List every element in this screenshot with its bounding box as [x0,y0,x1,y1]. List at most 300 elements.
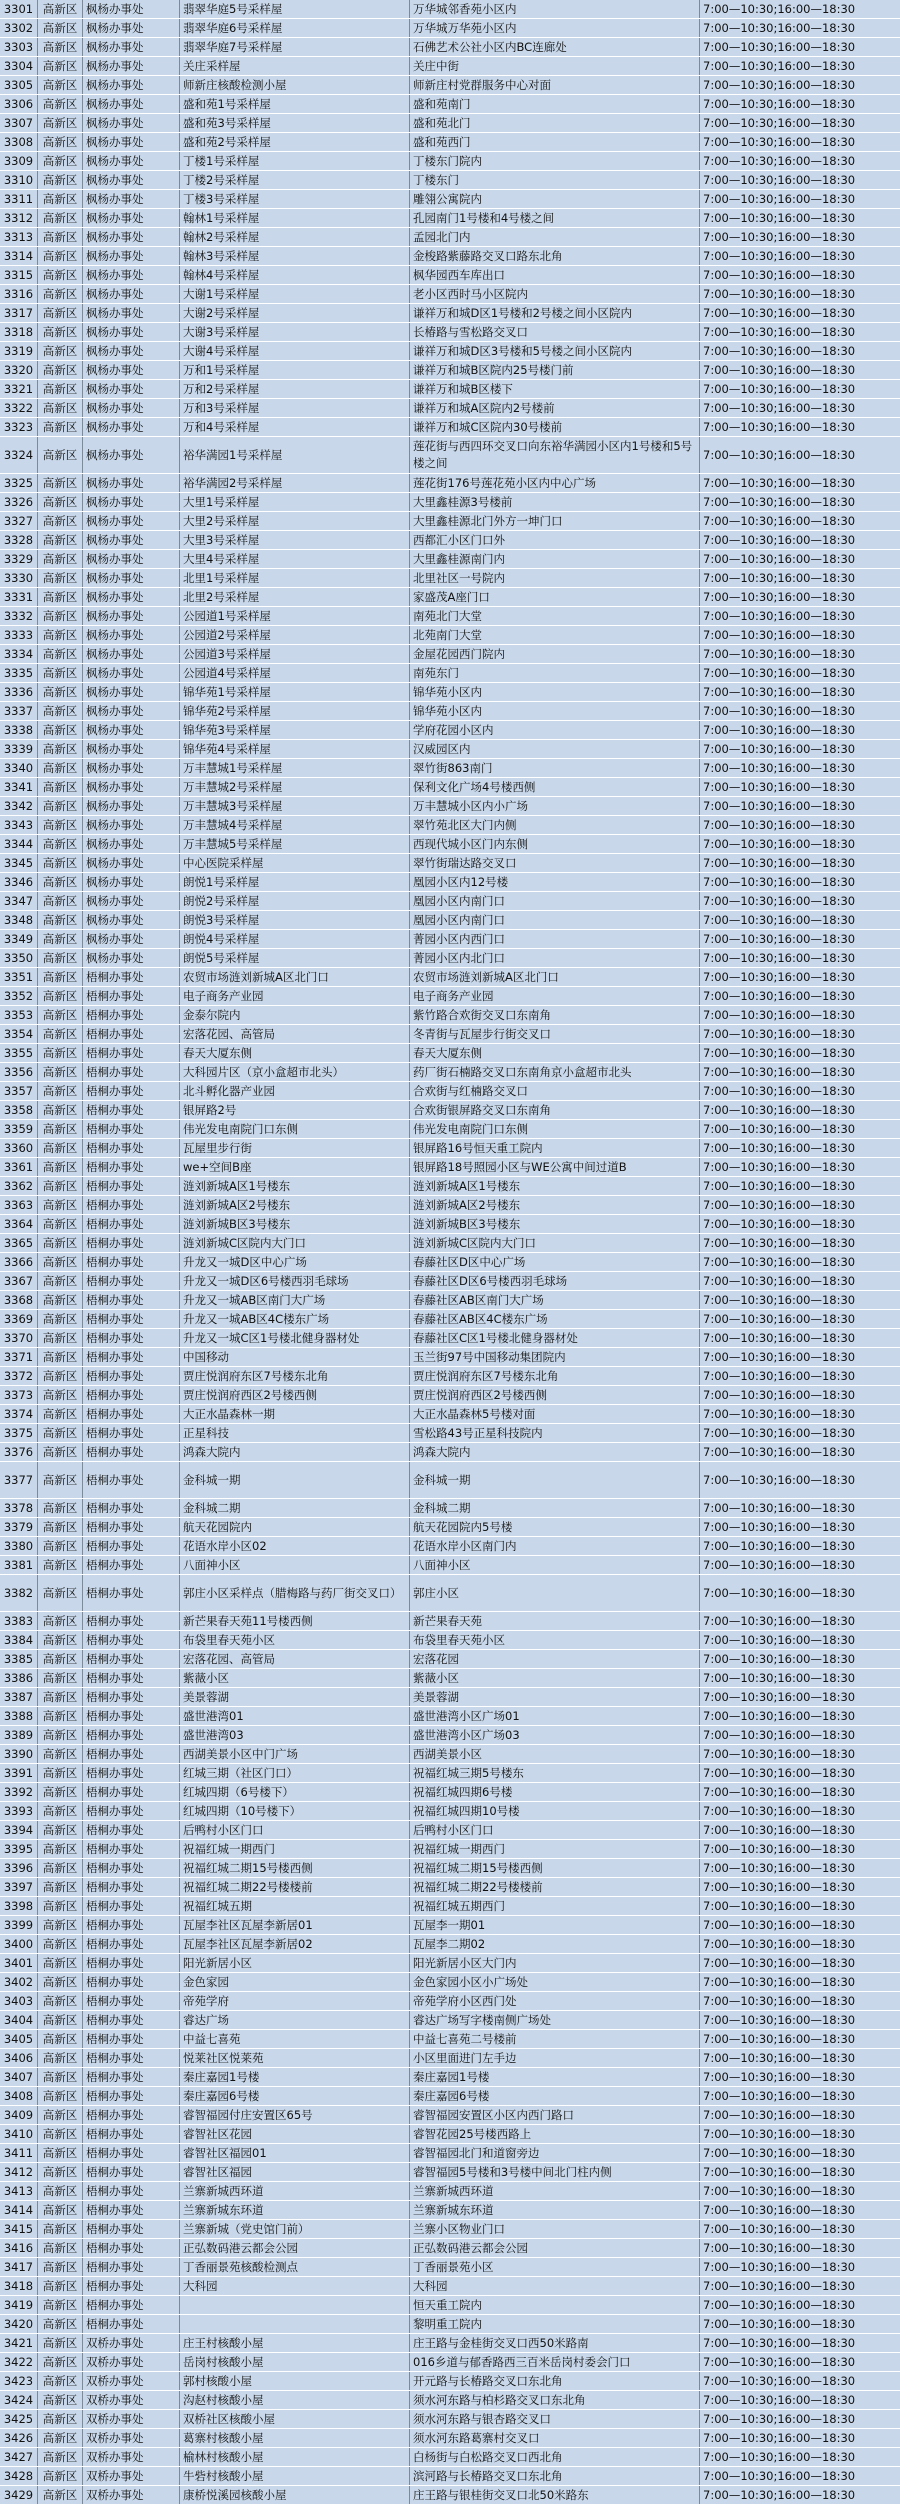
table-row [0,2068,900,2087]
address-cell: 谦祥万和城A区院内2号楼前 [410,399,700,417]
sampling-point-cell: 正星科技 [180,1424,410,1442]
sampling-time-cell: 7:00—10:30;16:00—18:30 [703,875,856,889]
table-row [0,1897,900,1916]
office-cell: 梧桐办事处 [83,1443,180,1461]
address-cell: 盛世港湾小区广场03 [410,1726,700,1744]
sampling-time-cell: 7:00—10:30;16:00—18:30 [703,1785,856,1799]
sampling-time-cell: 7:00—10:30;16:00—18:30 [703,2241,856,2255]
sampling-time-cell: 7:00—10:30;16:00—18:30 [703,59,856,73]
sampling-time-cell: 7:00—10:30;16:00—18:30 [703,2393,856,2407]
sampling-point-cell: 翰林2号采样屋 [180,228,410,246]
table-row [0,759,900,778]
sampling-point-cell: 花语水岸小区02 [180,1537,410,1555]
table-row [0,2315,900,2334]
row-number: 3365 [0,1234,38,1252]
office-cell: 双桥办事处 [83,2353,180,2371]
district-cell: 高新区 [38,1329,83,1347]
row-number: 3416 [0,2239,38,2257]
sampling-point-cell: 瓦屋李社区瓦屋李新居01 [180,1916,410,1934]
table-row [0,2486,900,2505]
row-number: 3335 [0,664,38,682]
address-cell: 万华城邻香苑小区内 [410,0,700,18]
table-row [0,247,900,266]
address-cell: 西现代城小区门内东侧 [410,835,700,853]
office-cell: 双桥办事处 [83,2372,180,2390]
sampling-point-cell: 大谢3号采样屋 [180,323,410,341]
district-cell: 高新区 [38,1499,83,1517]
sampling-time-cell: 7:00—10:30;16:00—18:30 [703,1141,856,1155]
address-cell: 雪松路43号正星科技院内 [410,1424,700,1442]
row-number: 3429 [0,2486,38,2504]
address-cell: 贾庄悦润府东区7号楼东北角 [410,1367,700,1385]
office-cell: 梧桐办事处 [83,2315,180,2333]
address-cell: 丁香丽景苑小区 [410,2258,700,2276]
row-number: 3361 [0,1158,38,1176]
table-row [0,1556,900,1575]
office-cell: 枫杨办事处 [83,873,180,891]
sampling-time-cell: 7:00—10:30;16:00—18:30 [703,192,856,206]
district-cell: 高新区 [38,399,83,417]
sampling-time-cell: 7:00—10:30;16:00—18:30 [703,1407,856,1421]
address-cell: 涟刘新城A区2号楼东 [410,1196,700,1214]
sampling-point-cell: 朗悦2号采样屋 [180,892,410,910]
sampling-time-cell: 7:00—10:30;16:00—18:30 [703,1975,856,1989]
office-cell: 梧桐办事处 [83,1631,180,1649]
office-cell: 双桥办事处 [83,2391,180,2409]
district-cell: 高新区 [38,892,83,910]
sampling-point-cell: 大科园片区（京小盒超市北头） [180,1063,410,1081]
row-number: 3354 [0,1025,38,1043]
address-cell: 长椿路与雪松路交叉口 [410,323,700,341]
sampling-point-cell: 公园道2号采样屋 [180,626,410,644]
district-cell: 高新区 [38,797,83,815]
table-row [0,2334,900,2353]
table-row [0,2182,900,2201]
table-row [0,1783,900,1802]
district-cell: 高新区 [38,1348,83,1366]
office-cell: 梧桐办事处 [83,1310,180,1328]
row-number: 3422 [0,2353,38,2371]
sampling-point-cell: 锦华苑4号采样屋 [180,740,410,758]
address-cell: 谦祥万和城B区楼下 [410,380,700,398]
sampling-point-cell: 瓦屋李社区瓦屋李新居02 [180,1935,410,1953]
sampling-time-cell: 7:00—10:30;16:00—18:30 [703,306,856,320]
office-cell: 枫杨办事处 [83,759,180,777]
table-row [0,854,900,873]
office-cell: 枫杨办事处 [83,266,180,284]
address-cell: 电子商务产业园 [410,987,700,1005]
sampling-point-cell: 朗悦3号采样屋 [180,911,410,929]
district-cell: 高新区 [38,740,83,758]
table-row [0,588,900,607]
sampling-time-cell: 7:00—10:30;16:00—18:30 [703,951,856,965]
table-row [0,2391,900,2410]
table-row [0,437,900,474]
row-number: 3349 [0,930,38,948]
district-cell: 高新区 [38,1367,83,1385]
address-cell: 正弘数码港云都会公园 [410,2239,700,2257]
sampling-time-cell: 7:00—10:30;16:00—18:30 [703,1274,856,1288]
sampling-time-cell: 7:00—10:30;16:00—18:30 [703,1842,856,1856]
row-number: 3347 [0,892,38,910]
address-cell: 合欢街与红楠路交叉口 [410,1082,700,1100]
office-cell: 梧桐办事处 [83,1556,180,1574]
district-cell: 高新区 [38,1082,83,1100]
office-cell: 梧桐办事处 [83,2106,180,2124]
sampling-time-cell: 7:00—10:30;16:00—18:30 [703,1671,856,1685]
sampling-point-cell: 升龙又一城AB区南门大广场 [180,1291,410,1309]
address-cell: 盛和苑南门 [410,95,700,113]
address-cell: 白杨街与白松路交叉口西北角 [410,2448,700,2466]
row-number: 3372 [0,1367,38,1385]
sampling-point-cell: 牛砦村核酸小屋 [180,2467,410,2485]
district-cell: 高新区 [38,1518,83,1536]
sampling-time-cell: 7:00—10:30;16:00—18:30 [703,647,856,661]
table-row [0,645,900,664]
sampling-point-cell: 悦莱社区悦莱苑 [180,2049,410,2067]
table-row [0,228,900,247]
district-cell: 高新区 [38,171,83,189]
table-row [0,1386,900,1405]
office-cell: 梧桐办事处 [83,1859,180,1877]
table-row [0,1575,900,1612]
sampling-point-cell: 盛和苑2号采样屋 [180,133,410,151]
row-number: 3334 [0,645,38,663]
district-cell: 高新区 [38,588,83,606]
office-cell: 梧桐办事处 [83,1405,180,1423]
sampling-time-cell: 7:00—10:30;16:00—18:30 [703,1728,856,1742]
district-cell: 高新区 [38,1386,83,1404]
district-cell: 高新区 [38,1859,83,1877]
sampling-point-cell: 祝福红城二期22号楼楼前 [180,1878,410,1896]
row-number: 3426 [0,2429,38,2447]
sampling-point-cell: 盛世港湾01 [180,1707,410,1725]
table-row [0,816,900,835]
district-cell: 高新区 [38,626,83,644]
district-cell: 高新区 [38,550,83,568]
table-row [0,361,900,380]
sampling-point-cell: 裕华满园2号采样屋 [180,474,410,492]
row-number: 3312 [0,209,38,227]
sampling-point-cell: 锦华苑2号采样屋 [180,702,410,720]
office-cell: 枫杨办事处 [83,645,180,663]
address-cell: 秦庄嘉园6号楼 [410,2087,700,2105]
sampling-point-cell: 兰寨新城东环道 [180,2201,410,2219]
sampling-point-cell: 兰寨新城（党史馆门前） [180,2220,410,2238]
address-cell: 滨河路与长椿路交叉口东北角 [410,2467,700,2485]
office-cell: 枫杨办事处 [83,949,180,967]
row-number: 3327 [0,512,38,530]
sampling-time-cell: 7:00—10:30;16:00—18:30 [703,837,856,851]
sampling-point-cell: 沟赵村核酸小屋 [180,2391,410,2409]
district-cell: 高新区 [38,304,83,322]
sampling-time-cell: 7:00—10:30;16:00—18:30 [703,1823,856,1837]
office-cell: 梧桐办事处 [83,1575,180,1611]
sampling-time-cell: 7:00—10:30;16:00—18:30 [703,1804,856,1818]
table-row [0,2220,900,2239]
sampling-time-cell: 7:00—10:30;16:00—18:30 [703,1369,856,1383]
address-cell: 大里鑫桂源北门外方一坤门口 [410,512,700,530]
row-number: 3356 [0,1063,38,1081]
table-row [0,19,900,38]
sampling-time-cell: 7:00—10:30;16:00—18:30 [703,1122,856,1136]
address-cell: 菁园小区内西门口 [410,930,700,948]
sampling-point-cell: 盛和苑3号采样屋 [180,114,410,132]
row-number: 3351 [0,968,38,986]
row-number: 3423 [0,2372,38,2390]
table-row [0,1215,900,1234]
address-cell: 秦庄嘉园1号楼 [410,2068,700,2086]
sampling-point-cell: 丁楼3号采样屋 [180,190,410,208]
office-cell: 梧桐办事处 [83,1935,180,1953]
office-cell: 梧桐办事处 [83,2182,180,2200]
sampling-point-cell: 丁香丽景苑核酸检测点 [180,2258,410,2276]
sampling-time-cell: 7:00—10:30;16:00—18:30 [703,2203,856,2217]
row-number: 3368 [0,1291,38,1309]
district-cell: 高新区 [38,2448,83,2466]
address-cell: 谦祥万和城D区3号楼和5号楼之间小区院内 [410,342,700,360]
sampling-time-cell: 7:00—10:30;16:00—18:30 [703,989,856,1003]
table-row [0,626,900,645]
address-cell: 金屋花园西门院内 [410,645,700,663]
office-cell: 梧桐办事处 [83,1006,180,1024]
sampling-time-cell: 7:00—10:30;16:00—18:30 [703,230,856,244]
district-cell: 高新区 [38,512,83,530]
sampling-point-cell: 翡翠华庭5号采样屋 [180,0,410,18]
sampling-point-cell: 秦庄嘉园1号楼 [180,2068,410,2086]
row-number: 3359 [0,1120,38,1138]
sampling-point-cell: 金泰尔院内 [180,1006,410,1024]
office-cell: 梧桐办事处 [83,1196,180,1214]
office-cell: 双桥办事处 [83,2410,180,2428]
table-row [0,1802,900,1821]
sampling-point-cell: 金色家园 [180,1973,410,1991]
address-cell: 祝福红城二期22号楼楼前 [410,1878,700,1896]
row-number: 3307 [0,114,38,132]
district-cell: 高新区 [38,1840,83,1858]
table-row [0,1669,900,1688]
district-cell: 高新区 [38,2391,83,2409]
district-cell: 高新区 [38,380,83,398]
sampling-time-cell: 7:00—10:30;16:00—18:30 [703,628,856,642]
sampling-point-cell: 涟刘新城B区3号楼东 [180,1215,410,1233]
row-number: 3357 [0,1082,38,1100]
row-number: 3320 [0,361,38,379]
table-row [0,1935,900,1954]
row-number: 3333 [0,626,38,644]
sampling-time-cell: 7:00—10:30;16:00—18:30 [703,2165,856,2179]
sampling-point-cell [180,2315,410,2333]
table-row [0,911,900,930]
office-cell: 枫杨办事处 [83,418,180,436]
sampling-point-cell: 翰林3号采样屋 [180,247,410,265]
address-cell: 瓦屋李二期02 [410,1935,700,1953]
sampling-point-cell: 丁楼1号采样屋 [180,152,410,170]
office-cell: 梧桐办事处 [83,1499,180,1517]
address-cell: 帝苑学府小区西门处 [410,1992,700,2010]
table-row [0,418,900,437]
sampling-point-cell: 睿达广场 [180,2011,410,2029]
district-cell: 高新区 [38,1631,83,1649]
table-row [0,304,900,323]
row-number: 3364 [0,1215,38,1233]
table-row [0,873,900,892]
table-row [0,1992,900,2011]
district-cell: 高新区 [38,759,83,777]
district-cell: 高新区 [38,2068,83,2086]
sampling-point-cell: 大正水晶森林一期 [180,1405,410,1423]
sampling-time-cell: 7:00—10:30;16:00—18:30 [703,1473,856,1487]
office-cell: 枫杨办事处 [83,0,180,18]
sampling-time-cell: 7:00—10:30;16:00—18:30 [703,1426,856,1440]
office-cell: 梧桐办事处 [83,1139,180,1157]
address-cell: 盛和苑西门 [410,133,700,151]
sampling-time-cell: 7:00—10:30;16:00—18:30 [703,571,856,585]
row-number: 3344 [0,835,38,853]
sampling-time-cell: 7:00—10:30;16:00—18:30 [703,2032,856,2046]
sampling-time-cell: 7:00—10:30;16:00—18:30 [703,1008,856,1022]
office-cell: 梧桐办事处 [83,968,180,986]
office-cell: 双桥办事处 [83,2429,180,2447]
district-cell: 高新区 [38,2410,83,2428]
district-cell: 高新区 [38,2106,83,2124]
row-number: 3402 [0,1973,38,1991]
office-cell: 枫杨办事处 [83,57,180,75]
address-cell: 凰园小区内南门口 [410,892,700,910]
row-number: 3387 [0,1688,38,1706]
address-cell: 鸿森大院内 [410,1443,700,1461]
row-number: 3370 [0,1329,38,1347]
sampling-point-cell: 银屏路2号 [180,1101,410,1119]
district-cell: 高新区 [38,114,83,132]
sampling-time-cell: 7:00—10:30;16:00—18:30 [703,97,856,111]
address-cell: 后鸭村小区门口 [410,1821,700,1839]
sampling-time-cell: 7:00—10:30;16:00—18:30 [703,1103,856,1117]
sampling-point-cell: 万和1号采样屋 [180,361,410,379]
address-cell: 保利文化广场4号楼西侧 [410,778,700,796]
sampling-time-cell: 7:00—10:30;16:00—18:30 [703,135,856,149]
address-cell: 春天大厦东侧 [410,1044,700,1062]
district-cell: 高新区 [38,342,83,360]
table-row [0,721,900,740]
sampling-time-cell: 7:00—10:30;16:00—18:30 [703,1160,856,1174]
row-number: 3328 [0,531,38,549]
table-row [0,1101,900,1120]
row-number: 3425 [0,2410,38,2428]
sampling-point-cell: 瓦屋里步行街 [180,1139,410,1157]
office-cell: 枫杨办事处 [83,190,180,208]
table-row [0,1177,900,1196]
office-cell: 枫杨办事处 [83,209,180,227]
district-cell: 高新区 [38,1669,83,1687]
district-cell: 高新区 [38,2353,83,2371]
address-cell: 016乡道与郁香路西三百米岳岗村委会门口 [410,2353,700,2371]
sampling-point-cell: 宏落花园、高管局 [180,1650,410,1668]
table-row [0,2163,900,2182]
sampling-time-cell: 7:00—10:30;16:00—18:30 [703,818,856,832]
table-row [0,1840,900,1859]
sampling-time-cell: 7:00—10:30;16:00—18:30 [703,1255,856,1269]
sampling-point-cell: 升龙又一城D区6号楼西羽毛球场 [180,1272,410,1290]
table-row [0,190,900,209]
address-cell: 美景蓉湖 [410,1688,700,1706]
sampling-time-cell: 7:00—10:30;16:00—18:30 [703,116,856,130]
district-cell: 高新区 [38,418,83,436]
district-cell: 高新区 [38,854,83,872]
row-number: 3375 [0,1424,38,1442]
office-cell: 枫杨办事处 [83,38,180,56]
district-cell: 高新区 [38,1063,83,1081]
office-cell: 枫杨办事处 [83,228,180,246]
address-cell: 谦祥万和城C区院内30号楼前 [410,418,700,436]
office-cell: 梧桐办事处 [83,1044,180,1062]
office-cell: 梧桐办事处 [83,2144,180,2162]
district-cell: 高新区 [38,1575,83,1611]
office-cell: 梧桐办事处 [83,1063,180,1081]
sampling-time-cell: 7:00—10:30;16:00—18:30 [703,1046,856,1060]
row-number: 3305 [0,76,38,94]
district-cell: 高新区 [38,209,83,227]
row-number: 3412 [0,2163,38,2181]
sampling-time-cell: 7:00—10:30;16:00—18:30 [703,2374,856,2388]
address-cell: 郭庄小区 [410,1575,700,1611]
address-cell: 老小区西时马小区院内 [410,285,700,303]
office-cell: 枫杨办事处 [83,380,180,398]
row-number: 3371 [0,1348,38,1366]
district-cell: 高新区 [38,1726,83,1744]
address-cell: 莲花街176号莲花苑小区内中心广场 [410,474,700,492]
row-number: 3393 [0,1802,38,1820]
sampling-point-cell: 师新庄核酸检测小屋 [180,76,410,94]
sampling-point-cell: 涟刘新城C区院内大门口 [180,1234,410,1252]
sampling-time-cell: 7:00—10:30;16:00—18:30 [703,1880,856,1894]
district-cell: 高新区 [38,2220,83,2238]
sampling-time-cell: 7:00—10:30;16:00—18:30 [703,1586,856,1600]
district-cell: 高新区 [38,1688,83,1706]
office-cell: 枫杨办事处 [83,816,180,834]
office-cell: 双桥办事处 [83,2467,180,2485]
sampling-time-cell: 7:00—10:30;16:00—18:30 [703,382,856,396]
sampling-point-cell: 公园道1号采样屋 [180,607,410,625]
table-row [0,1158,900,1177]
sampling-time-cell: 7:00—10:30;16:00—18:30 [703,249,856,263]
district-cell: 高新区 [38,361,83,379]
table-row [0,835,900,854]
row-number: 3336 [0,683,38,701]
district-cell: 高新区 [38,2163,83,2181]
district-cell: 高新区 [38,1158,83,1176]
sampling-point-cell: 北斗孵化器产业园 [180,1082,410,1100]
office-cell: 枫杨办事处 [83,702,180,720]
address-cell: 祝福红城四期6号楼 [410,1783,700,1801]
row-number: 3367 [0,1272,38,1290]
row-number: 3418 [0,2277,38,2295]
table-row [0,1405,900,1424]
sampling-point-cell: 大里4号采样屋 [180,550,410,568]
district-cell: 高新区 [38,1764,83,1782]
address-cell: 庄王路与金桂街交叉口西50米路南 [410,2334,700,2352]
sampling-point-cell: 新芒果春天苑11号楼西侧 [180,1612,410,1630]
row-number: 3337 [0,702,38,720]
sampling-time-cell: 7:00—10:30;16:00—18:30 [703,2355,856,2369]
sampling-time-cell: 7:00—10:30;16:00—18:30 [703,2089,856,2103]
table-row [0,0,900,19]
address-cell: 翠竹苑北区大门内侧 [410,816,700,834]
sampling-time-cell: 7:00—10:30;16:00—18:30 [703,552,856,566]
sampling-point-cell: 涟刘新城A区1号楼东 [180,1177,410,1195]
table-row [0,2011,900,2030]
sampling-point-cell: 大科园 [180,2277,410,2295]
